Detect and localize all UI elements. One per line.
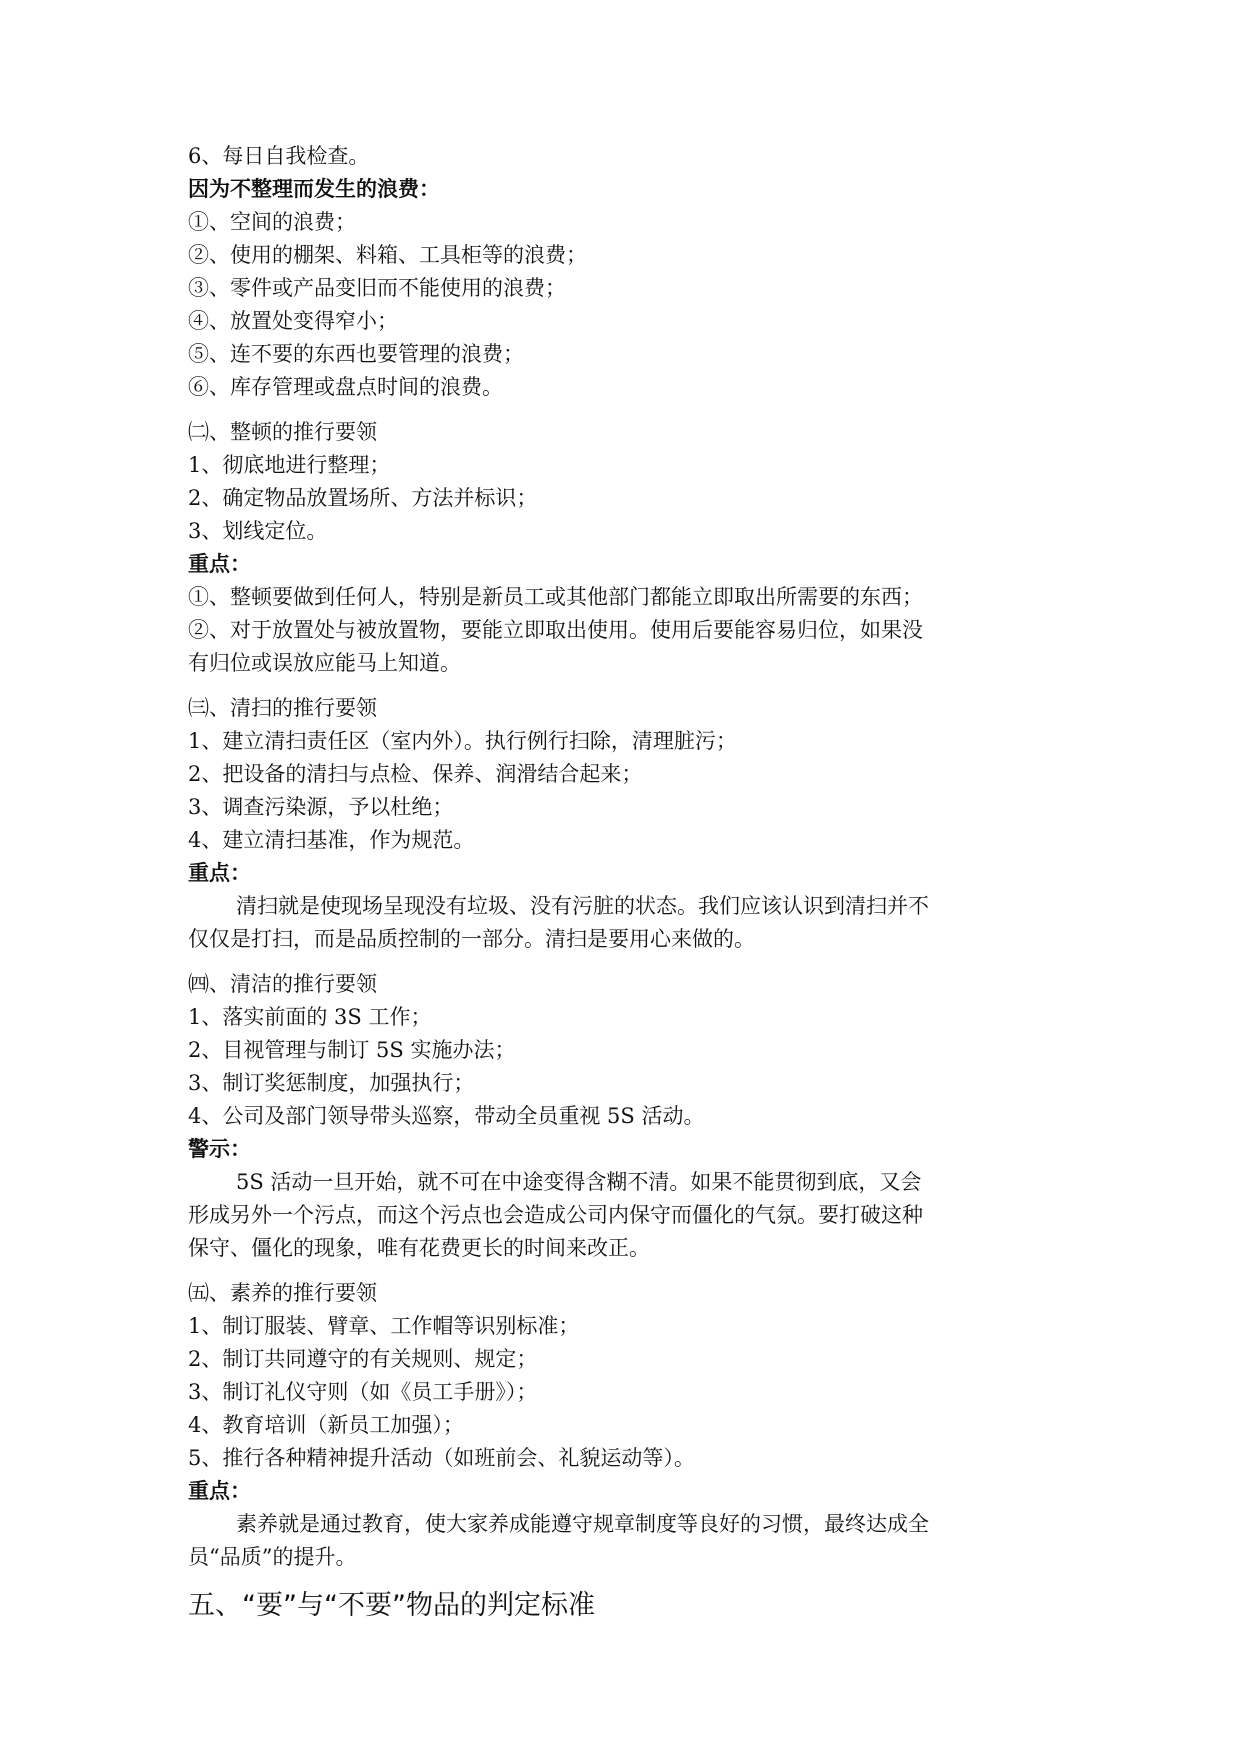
seiketsu-para-line: 5S 活动一旦开始，就不可在中途变得含糊不清。如果不能贯彻到底，又会 [236,1170,922,1194]
seiso-title: ㈢、清扫的推行要领 [188,696,377,720]
seiso-para-line: 仅仅是打扫，而是品质控制的一部分。清扫是要用心来做的。 [188,927,755,951]
seiton-key-line: 有归位或误放应能马上知道。 [188,651,461,675]
waste-item: ③、零件或产品变旧而不能使用的浪费； [188,276,566,300]
shitsuke-item: 3、制订礼仪守则（如《员工手册》）； [188,1380,538,1404]
section-5-heading: 五、“要”与“不要”物品的判定标准 [188,1590,595,1621]
seiketsu-para-line: 形成另外一个污点，而这个污点也会造成公司内保守而僵化的气氛。要打破这种 [188,1203,923,1227]
shitsuke-key-label: 重点： [188,1479,251,1503]
waste-item: ②、使用的棚架、料箱、工具柜等的浪费； [188,243,587,267]
shitsuke-para-line: 素养就是通过教育，使大家养成能遵守规章制度等良好的习惯，最终达成全 [236,1512,929,1536]
seiton-key-line: ①、整顿要做到任何人，特别是新员工或其他部门都能立即取出所需要的东西； [188,585,923,609]
seiso-item: 1、建立清扫责任区（室内外）。执行例行扫除，清理脏污； [188,729,737,753]
seiso-key-label: 重点： [188,861,251,885]
seiketsu-item: 2、目视管理与制订 5S 实施办法； [188,1038,516,1062]
seiketsu-title: ㈣、清洁的推行要领 [188,972,377,996]
seiton-item: 1、彻底地进行整理； [188,453,391,477]
intro-item-6: 6、每日自我检查。 [188,144,370,168]
seiketsu-item: 3、制订奖惩制度，加强执行； [188,1071,475,1095]
seiso-item: 4、建立清扫基准，作为规范。 [188,828,475,852]
shitsuke-item: 4、教育培训（新员工加强）； [188,1413,464,1437]
seiketsu-item: 1、落实前面的 3S 工作； [188,1005,432,1029]
waste-title: 因为不整理而发生的浪费： [188,177,440,201]
waste-item: ⑤、连不要的东西也要管理的浪费； [188,342,524,366]
seiso-item: 2、把设备的清扫与点检、保养、润滑结合起来； [188,762,643,786]
seiton-key-line: ②、对于放置处与被放置物，要能立即取出使用。使用后要能容易归位，如果没 [188,618,923,642]
seiton-key-label: 重点： [188,552,251,576]
shitsuke-item: 1、制订服装、臂章、工作帽等识别标准； [188,1314,580,1338]
seiso-item: 3、调查污染源，予以杜绝； [188,795,454,819]
waste-item: ④、放置处变得窄小； [188,309,398,333]
shitsuke-para-line: 员“品质”的提升。 [188,1545,357,1569]
seiketsu-item: 4、公司及部门领导带头巡察，带动全员重视 5S 活动。 [188,1104,705,1128]
seiton-item: 2、确定物品放置场所、方法并标识； [188,486,538,510]
shitsuke-title: ㈤、素养的推行要领 [188,1281,377,1305]
seiketsu-warn-label: 警示： [188,1137,251,1161]
document-page [188,140,1068,1628]
seiton-item: 3、划线定位。 [188,519,328,543]
seiketsu-para-line: 保守、僵化的现象，唯有花费更长的时间来改正。 [188,1236,650,1260]
seiso-para-line: 清扫就是使现场呈现没有垃圾、没有污脏的状态。我们应该认识到清扫并不 [236,894,929,918]
waste-item: ⑥、库存管理或盘点时间的浪费。 [188,375,503,399]
seiton-title: ㈡、整顿的推行要领 [188,420,377,444]
shitsuke-item: 5、推行各种精神提升活动（如班前会、礼貌运动等）。 [188,1446,695,1470]
shitsuke-item: 2、制订共同遵守的有关规则、规定； [188,1347,538,1371]
waste-item: ①、空间的浪费； [188,210,356,234]
